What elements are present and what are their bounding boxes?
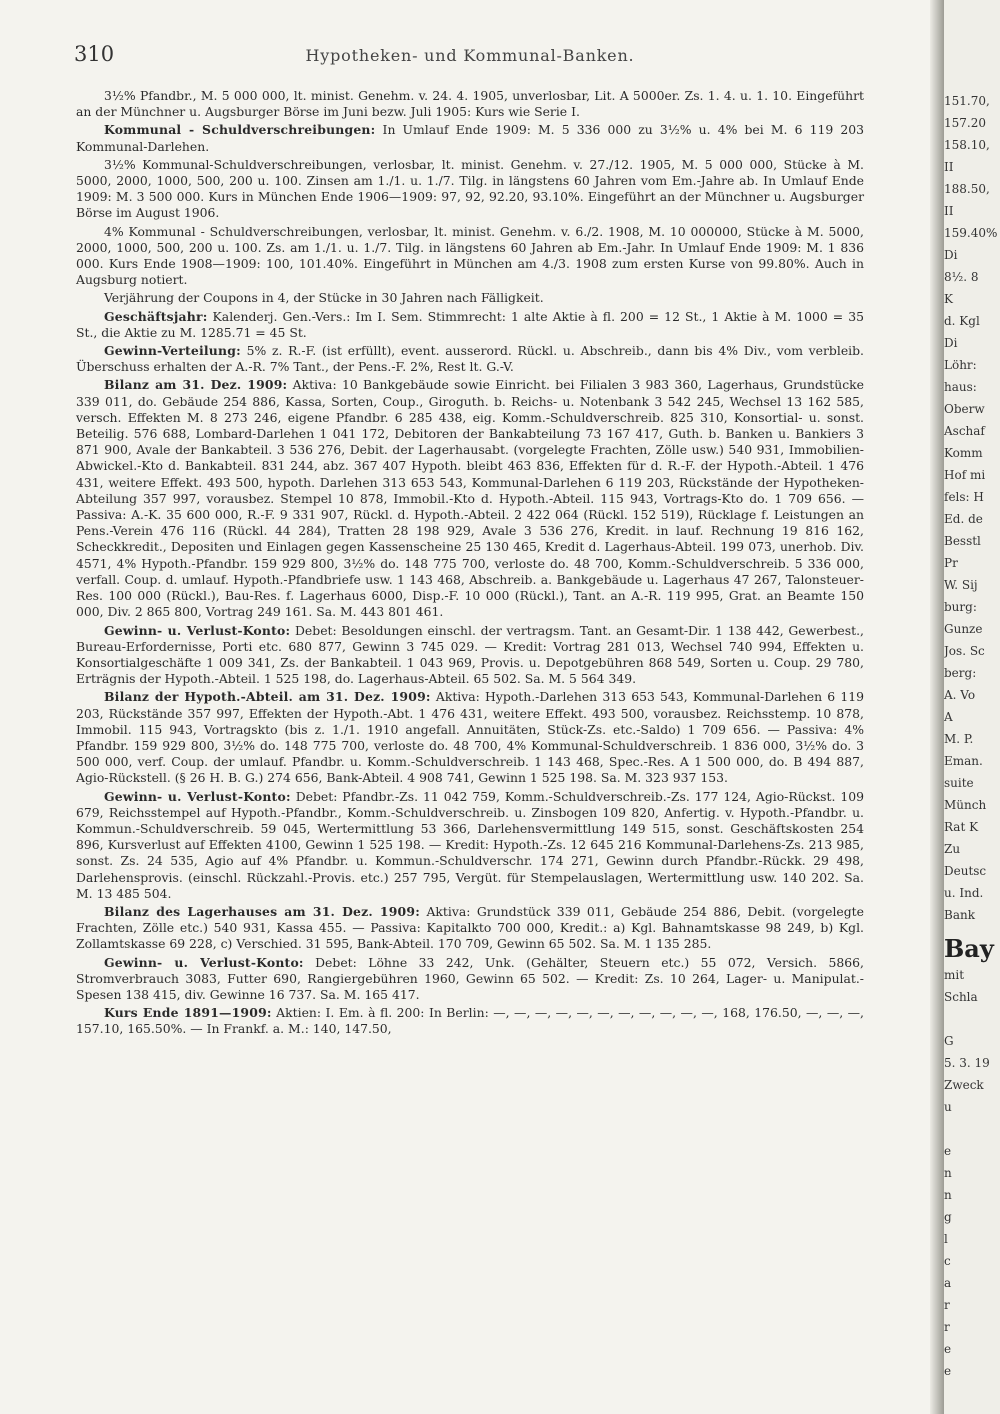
paragraph-text: Debet: Löhne 33 242, Unk. (Gehälter, Steuern etc.) 55 072, Versich. 5866, Stromverbrauch 3083, Futter 690, Rangiergebühren 1960, Gewinn 65 502. — Kredit: Zs. 10 264, Lager- u. Manipulat.-Spesen 138 415, div. Gewinne 16 737. Sa. M. 165 417. — [76, 954, 864, 1002]
paragraph-label: Kurs Ende 1891—1909: — [104, 1005, 272, 1021]
adjacent-page-column — [944, 0, 1000, 1414]
adjacent-line: Jos. Sc — [944, 644, 985, 658]
paragraph-text: 3½% Pfandbr., M. 5 000 000, lt. minist. Genehm. v. 24. 4. 1905, unverlosbar, Lit. A 5000er. Zs. 1. 4. u. 1. 10. Eingeführt an der Münchner u. Augsburger Börse im Juni bezw. Juli 1905: Kurs wie Serie I. — [76, 88, 864, 120]
paragraph-text: In Umlauf Ende 1909: M. 5 336 000 zu 3½% u. 4% bei M. 6 119 203 Kommunal-Darlehen. — [76, 122, 864, 154]
paragraph-label: Kommunal - Schuldverschreibungen: — [104, 122, 376, 138]
adjacent-line: e — [944, 1364, 952, 1378]
paragraph-label: Bilanz des Lagerhauses am 31. Dez. 1909: — [104, 903, 420, 919]
adjacent-line: Gunze — [944, 622, 983, 636]
adjacent-line: haus: — [944, 380, 977, 394]
adjacent-line: r — [944, 1298, 950, 1312]
paragraph — [76, 1005, 864, 1037]
adjacent-line: Komm — [944, 446, 983, 460]
adjacent-line: a — [944, 1276, 952, 1290]
adjacent-line: r — [944, 1320, 950, 1334]
book-gutter — [930, 0, 944, 1414]
paragraph-label: Bilanz am 31. Dez. 1909: — [104, 377, 288, 393]
paragraph — [76, 623, 864, 688]
paragraph-text: Debet: Pfandbr.-Zs. 11 042 759, Komm.-Schuldverschreib.-Zs. 177 124, Agio-Rückst. 109 679, Reichsstempel auf Hypoth.-Pfandbr., Komm.-Schuldverschreib. u. Zinsbogen 109 820, Anfertig. v. Hypoth.-Pfandbr. u. Kommun.-Schuldverschreib. 59 045, Wertermittlung 53 366, Darlehensvermittlung 149 515, sonst. Geschäftskosten 254 896, Kursverlust auf Effekten 4100, Gewinn 1 525 198. — Kredit: Hypoth.-Zs. 12 645 216 Kommunal-Darlehens-Zs. 213 985, sonst. Zs. 24 535, Agio auf 4% Pfandbr. u. Kommun.-Schuldverschr. 174 271, Gewinn durch Pfandbr.-Rückk. 29 498, Darlehensprovis. (einschl. Rückzahl.-Provis. etc.) 257 795, Vergüt. für Stempelauslagen, Wertermittlung usw. 140 202. Sa. M. 13 485 504. — [76, 788, 864, 901]
adjacent-line: n — [944, 1166, 952, 1180]
adjacent-line: fels: H — [944, 490, 984, 504]
adjacent-line: e — [944, 1144, 952, 1158]
adjacent-line: Hof mi — [944, 468, 986, 482]
adjacent-line: Münch — [944, 798, 987, 812]
paragraph-label: Bilanz der Hypoth.-Abteil. am 31. Dez. 1909: — [104, 689, 431, 705]
paragraph-label: Geschäftsjahr: — [104, 308, 208, 324]
adjacent-line: 159.40% — [944, 226, 998, 240]
adjacent-line: A — [944, 710, 953, 724]
paragraph-label: Gewinn- u. Verlust-Konto: — [104, 788, 291, 804]
adjacent-line: 157.20 — [944, 116, 986, 130]
paragraph — [76, 309, 864, 341]
adjacent-line: Deutsc — [944, 864, 987, 878]
adjacent-line: Bank — [944, 908, 975, 922]
adjacent-line: 158.10, — [944, 138, 990, 152]
adjacent-line: u. Ind. — [944, 886, 984, 900]
paragraph-text: Aktiva: Hypoth.-Darlehen 313 653 543, Kommunal-Darlehen 6 119 203, Rückstände 357 997, Effekten der Hypoth.-Abt. 1 476 431, weitere Effekt. 493 500, vorausbez. Reichsstemp. 10 878, Immobil. 115 943, Vortragskto (bis z. 1./1. 1910 angefall. Annuitäten, Stück-Zs. etc.-Saldo) 1 709 656. — Passiva: 4% Pfandbr. 159 929 800, 3½% do. 148 775 700, verloste do. 48 700, 4% Kommunal-Schuldverschreib. 1 836 000, 3½% do. 3 500 000, verf. Coup. der umlauf. Pfandbr. u. Komm.-Schuldverschreib. 1 143 468, Spec.-Res. A 1 500 000, do. B 494 887, Agio-Rückstell. (§ 26 H. B. G.) 274 656, Bank-Abteil. 4 908 741, Gewinn 1 525 198. Sa. M. 323 937 153. — [76, 689, 864, 786]
paragraph — [76, 689, 864, 786]
running-title: Hypotheken- und Kommunal-Banken. — [305, 46, 635, 65]
paragraph — [76, 224, 864, 289]
paragraph-text: 4% Kommunal - Schuldverschreibungen, verlosbar, lt. minist. Genehm. v. 6./2. 1908, M. 10 000000, Stücke à M. 5000, 2000, 1000, 500, 200 u. 100. Zs. am 1./1. u. 1./7. Tilg. in längstens 60 Jahren ab Em.-Jahr. In Umlauf Ende 1909: M. 1 836 000. Kurs Ende 1908—1909: 100, 101.40%. Eingeführt in München am 4./3. 1908 zum ersten Kurse von 99.80%. Auch in Augsburg notiert. — [76, 223, 864, 288]
paragraph-label: Gewinn- u. Verlust-Konto: — [104, 622, 291, 638]
paragraph — [76, 343, 864, 375]
paragraph-label: Gewinn- u. Verlust-Konto: — [104, 954, 304, 970]
adjacent-line: Oberw — [944, 402, 985, 416]
adjacent-line: Besstl — [944, 534, 981, 548]
adjacent-line — [944, 1118, 1000, 1140]
adjacent-line: 5. 3. 19 — [944, 1056, 990, 1070]
page-header — [74, 42, 866, 72]
adjacent-line: berg: — [944, 666, 977, 680]
adjacent-line: c — [944, 1254, 951, 1268]
paragraph-text: Aktien: I. Em. à fl. 200: In Berlin: —, —, —, —, —, —, —, —, —, —, —, 168, 176.50, —, —, —, 157.10, 165.50%. — In Frankf. a. M.: 140, 147.50, — [76, 1005, 864, 1037]
adjacent-line: II — [944, 160, 954, 174]
paragraph-text: Aktiva: Grundstück 339 011, Gebäude 254 886, Debit. (vorgelegte Frachten, Zölle etc.) 540 931, Kassa 455. — Passiva: Kapitalkto 700 000, Kredit.: a) Kgl. Bahnamtskasse 98 249, b) Kgl. Zollamtskasse 69 228, c) Verschied. 31 595, Bank-Abteil. 170 709, Gewinn 65 502. Sa. M. 1 135 285. — [76, 903, 864, 952]
adjacent-heading: Bay — [944, 934, 994, 963]
adjacent-line: Di — [944, 248, 958, 262]
paragraph — [76, 955, 864, 1004]
paragraph — [76, 789, 864, 902]
adjacent-line: Aschaf — [944, 424, 985, 438]
adjacent-line: W. Sij — [944, 578, 978, 592]
paragraph — [76, 122, 864, 154]
adjacent-line: Ed. de — [944, 512, 983, 526]
adjacent-line: A. Vo — [944, 688, 976, 702]
adjacent-line: Löhr: — [944, 358, 977, 372]
adjacent-line: Zu — [944, 842, 961, 856]
adjacent-line: d. Kgl — [944, 314, 980, 328]
adjacent-line: mit — [944, 968, 965, 982]
paragraph — [76, 157, 864, 222]
adjacent-line: n — [944, 1188, 952, 1202]
adjacent-line: Rat K — [944, 820, 979, 834]
adjacent-line: g — [944, 1210, 952, 1224]
adjacent-line: 151.70, — [944, 94, 990, 108]
adjacent-line: e — [944, 1342, 952, 1356]
adjacent-line — [944, 1008, 1000, 1030]
adjacent-line: II — [944, 204, 954, 218]
paragraph-label: Gewinn-Verteilung: — [104, 343, 241, 359]
adjacent-line: M. P. — [944, 732, 974, 746]
adjacent-line: burg: — [944, 600, 977, 614]
adjacent-line: Eman. — [944, 754, 983, 768]
page-number: 310 — [74, 42, 115, 66]
adjacent-line: Schla — [944, 990, 978, 1004]
paragraph-text: Debet: Besoldungen einschl. der vertragsm. Tant. an Gesamt-Dir. 1 138 442, Gewerbest., Bureau-Erfordernisse, Porti etc. 680 877, Gewinn 3 745 029. — Kredit: Vortrag 281 013, Wechsel 740 994, Effekten u. Konsortialgeschäfte 1 009 341, Zs. der Bankabteil. 1 043 969, Provis. u. Depotgebühren 868 549, Sorten u. Coup. 29 780, Erträgnis der Hypoth.-Abteil. 1 525 198, do. Lagerhaus-Abteil. 65 502. Sa. M. 5 564 349. — [76, 622, 864, 687]
paragraph-text: Kalenderj. Gen.-Vers.: Im I. Sem. Stimmrecht: 1 alte Aktie à fl. 200 = 12 St., 1 Aktie à M. 1000 = 35 St., die Aktie zu M. 1285.71 = 45 St. — [76, 308, 864, 340]
paragraph-text: Aktiva: 10 Bankgebäude sowie Einricht. bei Filialen 3 983 360, Lagerhaus, Grundstücke 339 011, do. Gebäude 254 886, Kassa, Sorten, Coup., Giroguth. b. Reichs- u. Notenbank 3 542 245, Wechsel 13 162 585, versch. Effekten M. 8 273 246, eigene Pfandbr. 6 285 438, eig. Komm.-Schuldverschreib. 825 310, Konsortial- u. sonst. Beteilig. 576 688, Lombard-Darlehen 1 041 172, Debitoren der Bankabteilung 73 167 417, Guth. b. Banken u. Bankiers 3 871 900, Avale der Bankabteil. 3 536 276, Debit. der Lagerhausabt. (vorgelegte Frachten, Zölle usw.) 540 931, Immobilien-Abwickel.-Kto d. Bankabteil. 831 244, abz. 367 407 Hypoth. bleibt 463 836, Effekten für d. R.-F. der Hypoth.-Abteil. 1 476 431, weitere Effekt. 493 500, hypoth. Darlehen 313 653 543, Kommunal-Darlehen 6 119 203, Rückstände der Hypotheken-Abteilung 357 997, vorausbez. Stempel 10 878, Immobil.-Kto d. Hypoth.-Abteil. 115 943, Vortrags-Kto do. 1 709 656. — Passiva: A.-K. 35 600 000, R.-F. 9 331 907, Rückl. d. Hypoth.-Abteil. 2 422 064 (Rückl. 152 519), Rücklage f. Leistungen an Pens.-Verein 476 116 (Rückl. 44 284), Tratten 28 198 929, Avale 3 536 276, Kredit. in lauf. Rechnung 19 816 162, Scheckkredit., Depositen und Einlagen gegen Kassenscheine 25 130 465, Kredit d. Lagerhaus-Abteil. 199 073, unerhob. Div. 4571, 4% Hypoth.-Pfandbr. 159 929 800, 3½% do. 148 775 700, verloste do. 48 700, Komm.-Schuldverschreib. 5 336 000, verfall. Coup. d. umlauf. Hypoth.-Pfandbriefe usw. 1 143 468, Abschreib. a. Bankgebäude u. Lagerhaus 47 267, Talonsteuer-Res. 100 000 (Rückl.), Bau-Res. f. Lagerhaus 6000, Disp.-F. 10 000 (Rückl.), Tant. an A.-R. 119 995, Grat. an Beamte 150 000, Div. 2 865 800, Vortrag 249 161. Sa. M. 443 801 461. — [76, 377, 864, 620]
adjacent-line: Pr — [944, 556, 958, 570]
adjacent-line: suite — [944, 776, 974, 790]
page-body — [76, 88, 864, 1040]
paragraph — [76, 290, 864, 306]
adjacent-line: 188.50, — [944, 182, 990, 196]
adjacent-line: G — [944, 1034, 954, 1048]
adjacent-line: l — [944, 1232, 948, 1246]
paragraph-text: 5% z. R.-F. (ist erfüllt), event. ausserord. Rückl. u. Abschreib., dann bis 4% Div., vom verbleib. Überschuss erhalten der A.-R. 7% Tant., der Pens.-F. 2%, Rest lt. G.-V. — [76, 343, 864, 375]
adjacent-page-lines — [944, 0, 1000, 1382]
paragraph-text: Verjährung der Coupons in 4, der Stücke in 30 Jahren nach Fälligkeit. — [104, 290, 544, 306]
paragraph — [76, 377, 864, 620]
paragraph — [76, 904, 864, 953]
paragraph — [76, 88, 864, 120]
adjacent-line: Di — [944, 336, 958, 350]
adjacent-line: Zweck — [944, 1078, 984, 1092]
paragraph-text: 3½% Kommunal-Schuldverschreibungen, verlosbar, lt. minist. Genehm. v. 27./12. 1905, M. 5 000 000, Stücke à M. 5000, 2000, 1000, 500, 200 u. 100. Zinsen am 1./1. u. 1./7. Tilg. in längstens 60 Jahren vom Em.-Jahre ab. In Umlauf Ende 1909: M. 3 500 000. Kurs in München Ende 1906—1909: 97, 92, 92.20, 93.10%. Eingeführt an der Münchner u. Augsburger Börse im August 1906. — [76, 156, 864, 221]
adjacent-line: K — [944, 292, 953, 306]
adjacent-line: 8½. 8 — [944, 270, 979, 284]
adjacent-line: u — [944, 1100, 952, 1114]
